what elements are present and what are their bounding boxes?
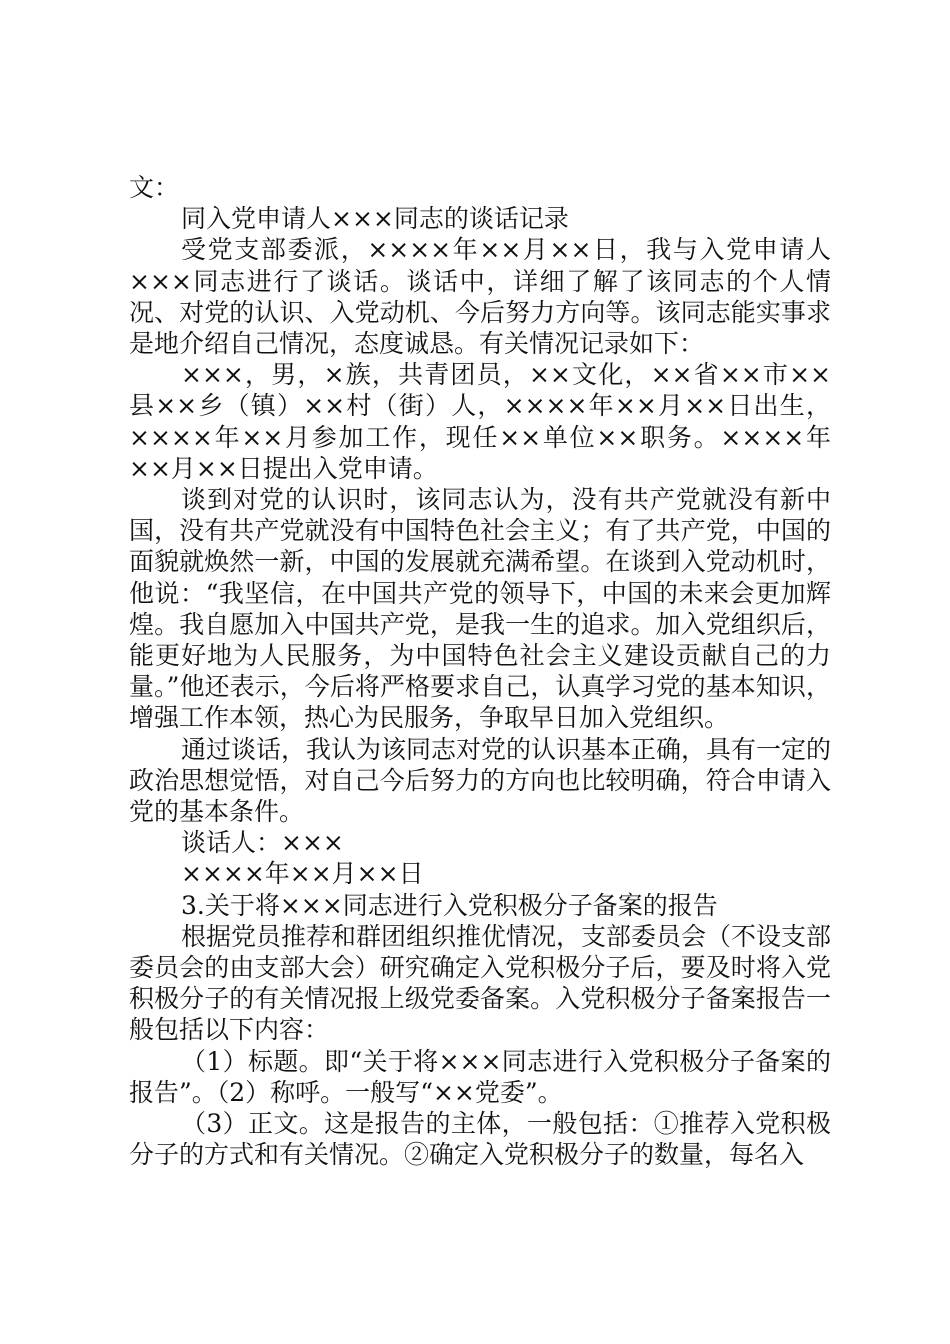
paragraph-continuation: 文： (129, 173, 180, 202)
paragraph-title-salutation: （1）标题。即“关于将×××同志进行入党积极分子备案的报告”。（2）称呼。一般写“××党委”。 (129, 1046, 831, 1107)
paragraph-understanding: 谈到对党的认识时，该同志认为，没有共产党就没有新中国，没有共产党就没有中国特色社会主义；有了共产党，中国的面貌就焕然一新，中国的发展就充满希望。在谈到入党动机时，他说：“我坚信，在中国共产党的领导下，中国的未来会更加辉煌。我自愿加入中国共产党，是我一生的追求。加入党组织后，能更好地为人民服务，为中国特色社会主义建设贡献自己的力量。”他还表示，今后将严格要求自己，认真学习党的基本知识，增强工作本领，热心为民服务，争取早日加入党组织。 (129, 485, 831, 733)
interviewer-line: 谈话人：××× (181, 828, 344, 858)
paragraph-personal-info: ×××，男，×族，共青团员，××文化，××省××市××县××乡（镇）××村（街）人，××××年××月××日出生，××××年××月参加工作，现任××单位××职务。××××年××月××日提出入党申请。 (129, 360, 831, 483)
paragraph-body-content: （3）正文。这是报告的主体，一般包括：①推荐入党积极分子的方式和有关情况。②确定入党积极分子的数量，每名入 (129, 1109, 831, 1170)
document-body (129, 172, 831, 1171)
paragraph-intro: 受党支部委派，××××年××月××日，我与入党申请人×××同志进行了谈话。谈话中，详细了解了该同志的个人情况、对党的认识、入党动机、今后努力方向等。该同志能实事求是地介绍自己情况，态度诚恳。有关情况记录如下： (129, 235, 831, 359)
date-line: ××××年××月××日 (181, 859, 424, 889)
section-heading: 3.关于将×××同志进行入党积极分子备案的报告 (181, 890, 718, 920)
paragraph-report-intro: 根据党员推荐和群团组织推优情况，支部委员会（不设支部委员会的由支部大会）研究确定入党积极分子后，要及时将入党积极分子的有关情况报上级党委备案。入党积极分子备案报告一般包括以下内容： (129, 921, 832, 1045)
record-title: 同入党申请人×××同志的谈话记录 (181, 204, 569, 234)
paragraph-conclusion: 通过谈话，我认为该同志对党的认识基本正确，具有一定的政治思想觉悟，对自己今后努力的方向也比较明确，符合申请入党的基本条件。 (129, 734, 832, 827)
